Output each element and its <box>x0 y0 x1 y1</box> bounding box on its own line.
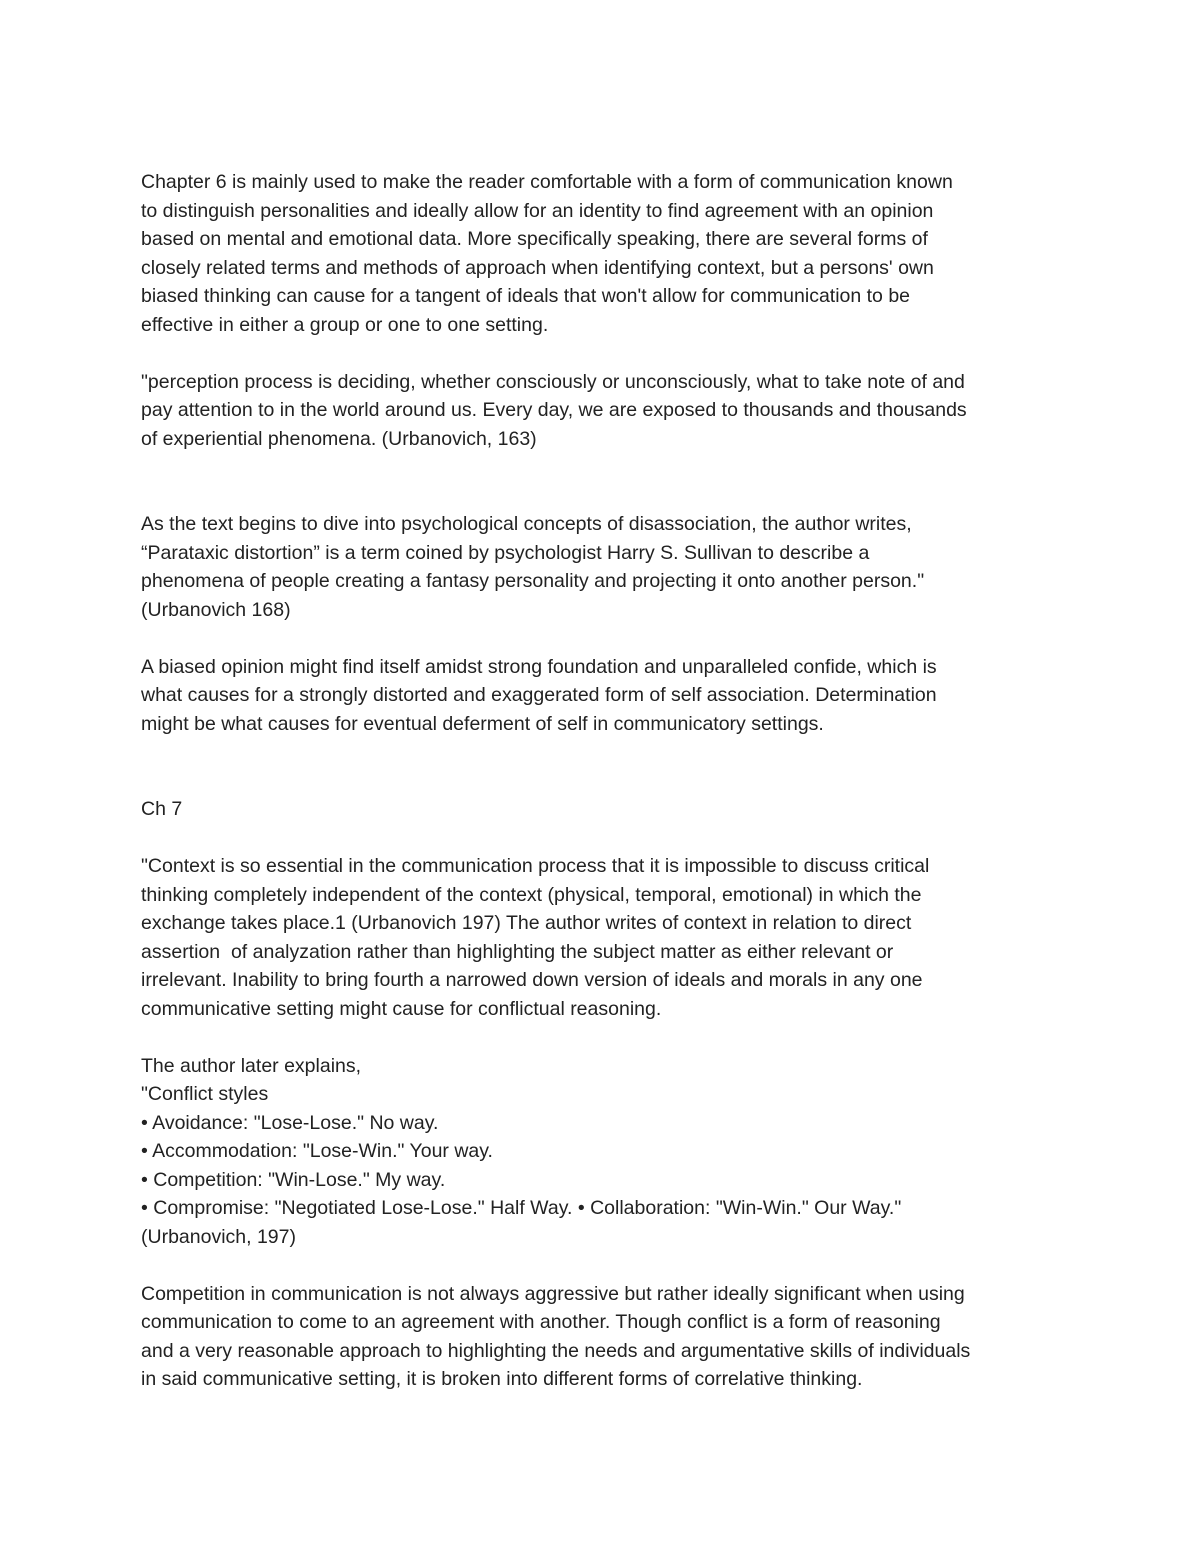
paragraph-competition <box>141 1280 1071 1394</box>
text-line: The author later explains, <box>141 1054 362 1077</box>
paragraph-conflict-styles <box>141 1052 1071 1252</box>
paragraph-gap <box>141 767 1071 796</box>
text-line: communicative setting might cause for conflictual reasoning. <box>141 997 662 1020</box>
paragraph-parataxic-distortion <box>141 510 1071 624</box>
text-line: communication to come to an agreement with another. Though conflict is a form of reasoning <box>141 1311 941 1333</box>
text-line: closely related terms and methods of approach when identifying context, but a persons' own <box>141 256 934 279</box>
paragraph-gap <box>141 1023 1071 1052</box>
document-body <box>141 168 1071 1394</box>
list-item: • Avoidance: "Lose-Lose." No way. <box>141 1111 439 1134</box>
paragraph-perception-quote <box>141 368 1071 454</box>
paragraph-gap <box>141 824 1071 853</box>
paragraph-gap <box>141 624 1071 653</box>
text-line: might be what causes for eventual deferment of self in communicatory settings. <box>141 712 824 735</box>
text-line: in said communicative setting, it is broken into different forms of correlative thinking. <box>141 1368 863 1390</box>
text-line: and a very reasonable approach to highlighting the needs and argumentative skills of individuals <box>141 1339 971 1362</box>
text-line: thinking completely independent of the context (physical, temporal, emotional) in which the <box>141 883 922 906</box>
paragraph-biased-opinion <box>141 653 1071 739</box>
paragraph-gap <box>141 738 1071 767</box>
text-line: A biased opinion might find itself amidst strong foundation and unparalleled confide, which is <box>141 655 937 678</box>
text-line: "Context is so essential in the communication process that it is impossible to discuss critical <box>141 855 930 877</box>
text-line: effective in either a group or one to one setting. <box>141 313 549 336</box>
text-line: to distinguish personalities and ideally allow for an identity to find agreement with an opinion <box>141 199 934 222</box>
text-line: Competition in communication is not always aggressive but rather ideally significant when using <box>141 1282 965 1305</box>
text-line: irrelevant. Inability to bring fourth a narrowed down version of ideals and morals in any one <box>141 969 923 991</box>
text-line: "perception process is deciding, whether consciously or unconsciously, what to take note of and <box>141 370 965 393</box>
text-line: "Conflict styles <box>141 1083 269 1105</box>
text-line: Chapter 6 is mainly used to make the reader comfortable with a form of communication known <box>141 171 953 193</box>
text-line: what causes for a strongly distorted and exaggerated form of self association. Determination <box>141 684 937 706</box>
paragraph-gap <box>141 453 1071 482</box>
list-item: • Compromise: "Negotiated Lose-Lose." Half Way. • Collaboration: "Win-Win." Our Way." <box>141 1197 902 1219</box>
paragraph-gap <box>141 1251 1071 1280</box>
text-line: based on mental and emotional data. More specifically speaking, there are several forms of <box>141 228 928 250</box>
text-line: (Urbanovich 168) <box>141 598 291 621</box>
text-line: pay attention to in the world around us. Every day, we are exposed to thousands and thousands <box>141 399 967 421</box>
text-line: “Parataxic distortion” is a term coined by psychologist Harry S. Sullivan to describe a <box>141 541 870 564</box>
paragraph-gap <box>141 482 1071 511</box>
text-line: of experiential phenomena. (Urbanovich, 163) <box>141 427 537 450</box>
text-line: phenomena of people creating a fantasy personality and projecting it onto another person." <box>141 570 925 592</box>
list-item: • Competition: "Win-Lose." My way. <box>141 1168 446 1191</box>
paragraph-context-quote <box>141 852 1071 1023</box>
text-line: assertion of analyzation rather than highlighting the subject matter as either relevant or <box>141 940 894 963</box>
text-line: As the text begins to dive into psychological concepts of disassociation, the author writes, <box>141 513 912 535</box>
list-item: • Accommodation: "Lose-Win." Your way. <box>141 1140 493 1162</box>
text-line: biased thinking can cause for a tangent of ideals that won't allow for communication to be <box>141 285 911 307</box>
text-line: exchange takes place.1 (Urbanovich 197) The author writes of context in relation to direct <box>141 912 912 934</box>
paragraph-gap <box>141 339 1071 368</box>
text-line: (Urbanovich, 197) <box>141 1225 296 1248</box>
paragraph-chapter6-intro <box>141 168 1071 339</box>
chapter-7-heading: Ch 7 <box>141 798 183 820</box>
